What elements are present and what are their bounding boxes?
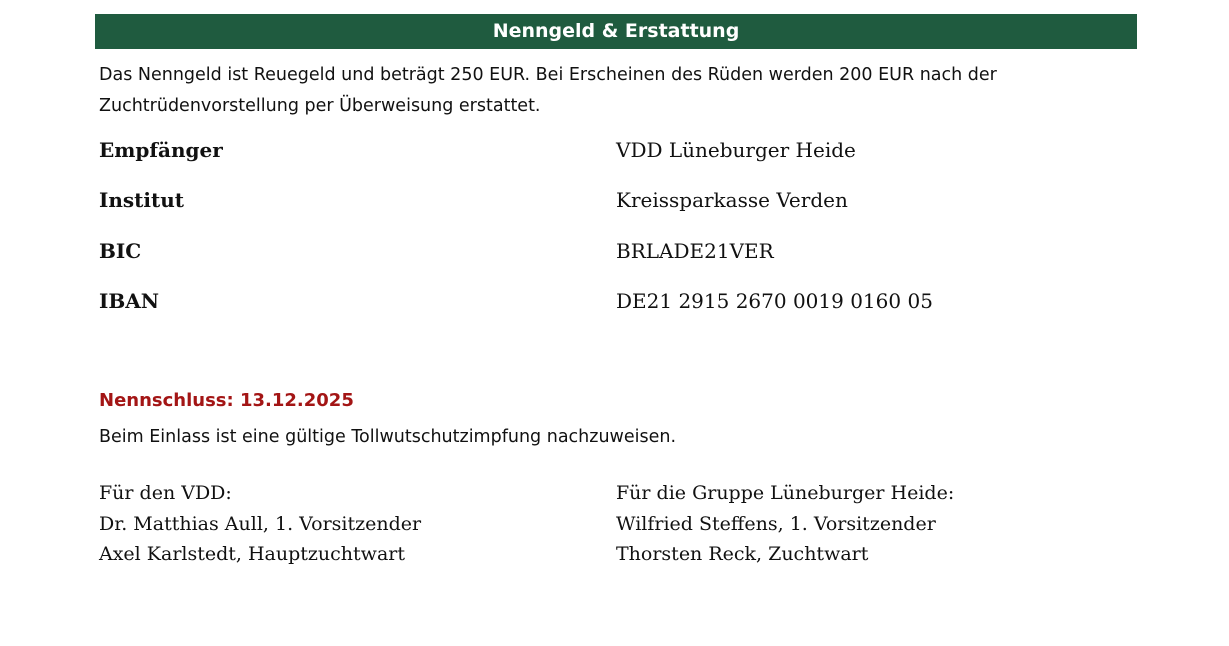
bank-label-recipient: Empfänger bbox=[99, 138, 223, 162]
signature-line: Wilfried Steffens, 1. Vorsitzender bbox=[616, 512, 936, 535]
section-title: Nenngeld & Erstattung bbox=[492, 20, 740, 42]
bank-value-institute: Kreissparkasse Verden bbox=[616, 188, 848, 212]
signature-line: Thorsten Reck, Zuchtwart bbox=[616, 543, 869, 565]
bank-value-bic: BRLADE21VER bbox=[616, 239, 774, 263]
entry-deadline: Nennschluss: 13.12.2025 bbox=[99, 390, 354, 411]
signature-block-group bbox=[616, 478, 954, 570]
signature-line: Dr. Matthias Aull, 1. Vorsitzender bbox=[99, 512, 422, 535]
fee-description-line-2: Zuchtrüdenvorstellung per Überweisung erstattet. bbox=[99, 96, 541, 116]
vaccination-note: Beim Einlass ist eine gültige Tollwutschutzimpfung nachzuweisen. bbox=[99, 427, 677, 447]
bank-label-institute: Institut bbox=[99, 188, 185, 212]
bank-label-iban: IBAN bbox=[99, 289, 160, 313]
section-header bbox=[95, 14, 1137, 49]
signature-heading: Für den VDD: bbox=[99, 482, 232, 504]
bank-value-recipient: VDD Lüneburger Heide bbox=[616, 138, 856, 162]
bank-row-recipient bbox=[99, 135, 1129, 165]
bank-row-institute bbox=[99, 185, 1129, 215]
bank-row-bic bbox=[99, 236, 1129, 266]
signature-block-vdd bbox=[99, 478, 421, 570]
bank-value-iban: DE21 2915 2670 0019 0160 05 bbox=[616, 289, 933, 313]
bank-label-bic: BIC bbox=[99, 239, 142, 263]
fee-description-line-1: Das Nenngeld ist Reuegeld und beträgt 250 EUR. Bei Erscheinen des Rüden werden 200 EUR nach der bbox=[99, 65, 997, 85]
signature-line: Axel Karlstedt, Hauptzuchtwart bbox=[99, 543, 405, 565]
fee-description bbox=[99, 60, 1079, 122]
bank-row-iban bbox=[99, 286, 1129, 316]
signature-heading: Für die Gruppe Lüneburger Heide: bbox=[616, 482, 955, 504]
